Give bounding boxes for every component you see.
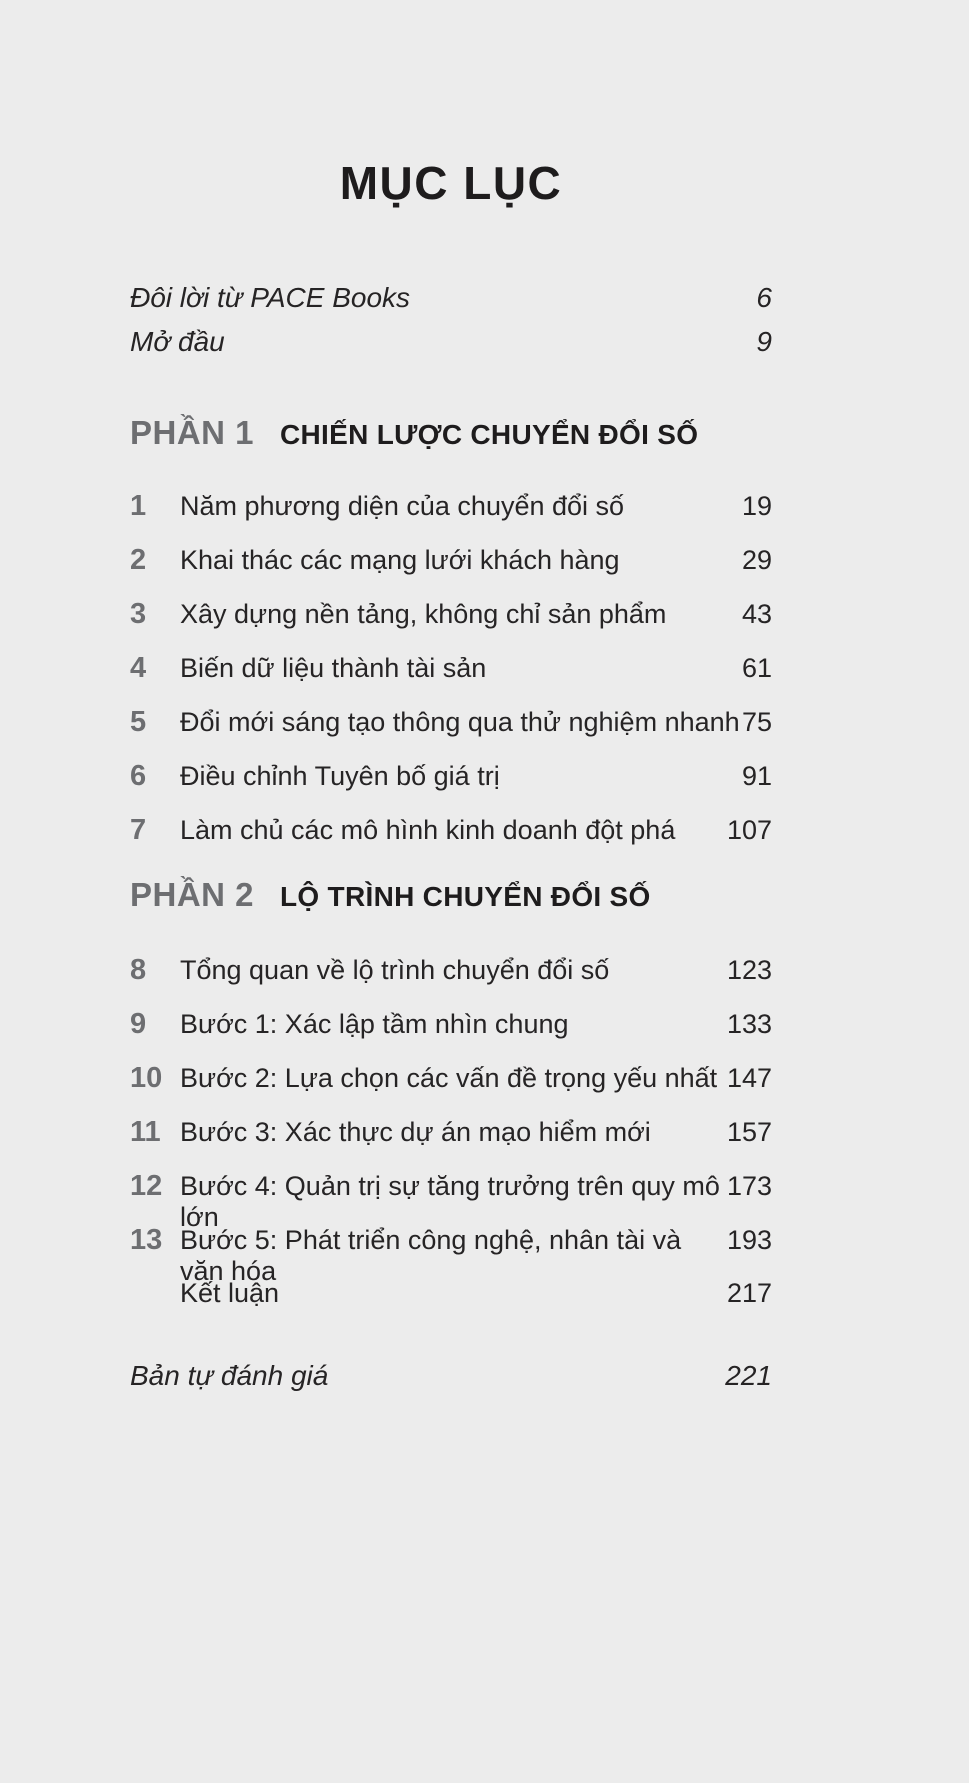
chapter-number: 8 [130,954,147,986]
chapter-title: Bước 4: Quản trị sự tăng trưởng trên quy mô lớn [180,1171,720,1232]
chapter-page-number: 157 [726,1117,772,1147]
back-matter-row [130,1360,772,1406]
entry-page-number: 6 [756,282,772,313]
chapter-page-number: 173 [726,1171,772,1201]
toc-sections [130,414,772,1332]
chapter-number: 9 [130,1008,147,1040]
chapter-title: Kết luận [180,1278,280,1308]
entry-page-number: 9 [756,326,772,357]
chapter-page-number: 75 [741,707,772,737]
chapter-title: Bước 1: Xác lập tầm nhìn chung [180,1009,569,1039]
chapter-page-number: 107 [726,815,772,845]
chapter-row [130,954,772,1008]
chapter-row [130,706,772,760]
chapter-title: Xây dựng nền tảng, không chỉ sản phẩm [180,599,667,629]
chapter-page-number: 91 [741,761,772,791]
chapter-row [130,1170,772,1232]
chapter-list [130,954,772,1332]
chapter-title: Bước 3: Xác thực dự án mạo hiểm mới [180,1117,651,1147]
chapter-number: 6 [130,760,147,792]
part-label: PHẦN 1 [130,414,255,451]
chapter-row [130,1008,772,1062]
chapter-number: 1 [130,490,147,522]
chapter-page-number: 123 [726,955,772,985]
chapter-number: 7 [130,814,147,846]
chapter-number: 12 [130,1170,163,1202]
chapter-page-number: 43 [741,599,772,629]
part-title: CHIẾN LƯỢC CHUYỂN ĐỔI SỐ [280,419,699,450]
part-heading [130,414,772,490]
chapter-page-number: 193 [726,1225,772,1255]
chapter-page-number: 217 [726,1278,772,1308]
chapter-row [130,760,772,814]
chapter-row [130,1062,772,1116]
toc-page [0,157,969,1406]
chapter-page-number: 19 [741,491,772,521]
part-label: PHẦN 2 [130,876,255,913]
chapter-row [130,1224,772,1286]
entry-page-number: 221 [725,1360,772,1391]
chapter-title: Khai thác các mạng lưới khách hàng [180,545,620,575]
chapter-title: Đổi mới sáng tạo thông qua thử nghiệm nhanh [180,707,740,737]
entry-label: Mở đầu [130,326,225,357]
chapter-list [130,490,772,868]
front-matter-row [130,326,772,370]
chapter-number: 11 [130,1116,161,1148]
chapter-page-number: 147 [726,1063,772,1093]
chapter-title: Làm chủ các mô hình kinh doanh đột phá [180,815,676,845]
entry-label: Đôi lời từ PACE Books [130,282,411,313]
chapter-page-number: 133 [726,1009,772,1039]
chapter-page-number: 61 [741,653,772,683]
chapter-row [130,652,772,706]
chapter-number: 10 [130,1062,163,1094]
chapter-title: Bước 2: Lựa chọn các vấn đề trọng yếu nhất [180,1063,718,1093]
chapter-row [130,544,772,598]
chapter-title: Bước 5: Phát triển công nghệ, nhân tài và văn hóa [180,1225,682,1286]
chapter-title: Điều chỉnh Tuyên bố giá trị [180,761,500,791]
chapter-row [130,1278,772,1332]
part-heading [130,876,772,954]
chapter-number: 13 [130,1224,163,1256]
chapter-page-number: 29 [741,545,772,575]
page-title: MỤC LỤC [339,157,563,209]
chapter-row [130,814,772,868]
chapter-number: 5 [130,706,147,738]
chapter-number: 2 [130,544,147,576]
chapter-number: 4 [130,652,147,684]
chapter-title: Tổng quan về lộ trình chuyển đổi số [180,955,610,985]
part-title: LỘ TRÌNH CHUYỂN ĐỔI SỐ [280,881,651,912]
front-matter-list [130,282,772,370]
chapter-row [130,1116,772,1170]
chapter-title: Biến dữ liệu thành tài sản [180,653,487,683]
entry-label: Bản tự đánh giá [130,1360,329,1391]
chapter-row [130,598,772,652]
chapter-number: 3 [130,598,147,630]
chapter-title: Năm phương diện của chuyển đổi số [180,491,625,521]
chapter-row [130,490,772,544]
front-matter-row [130,282,772,326]
back-matter-list [130,1360,772,1406]
